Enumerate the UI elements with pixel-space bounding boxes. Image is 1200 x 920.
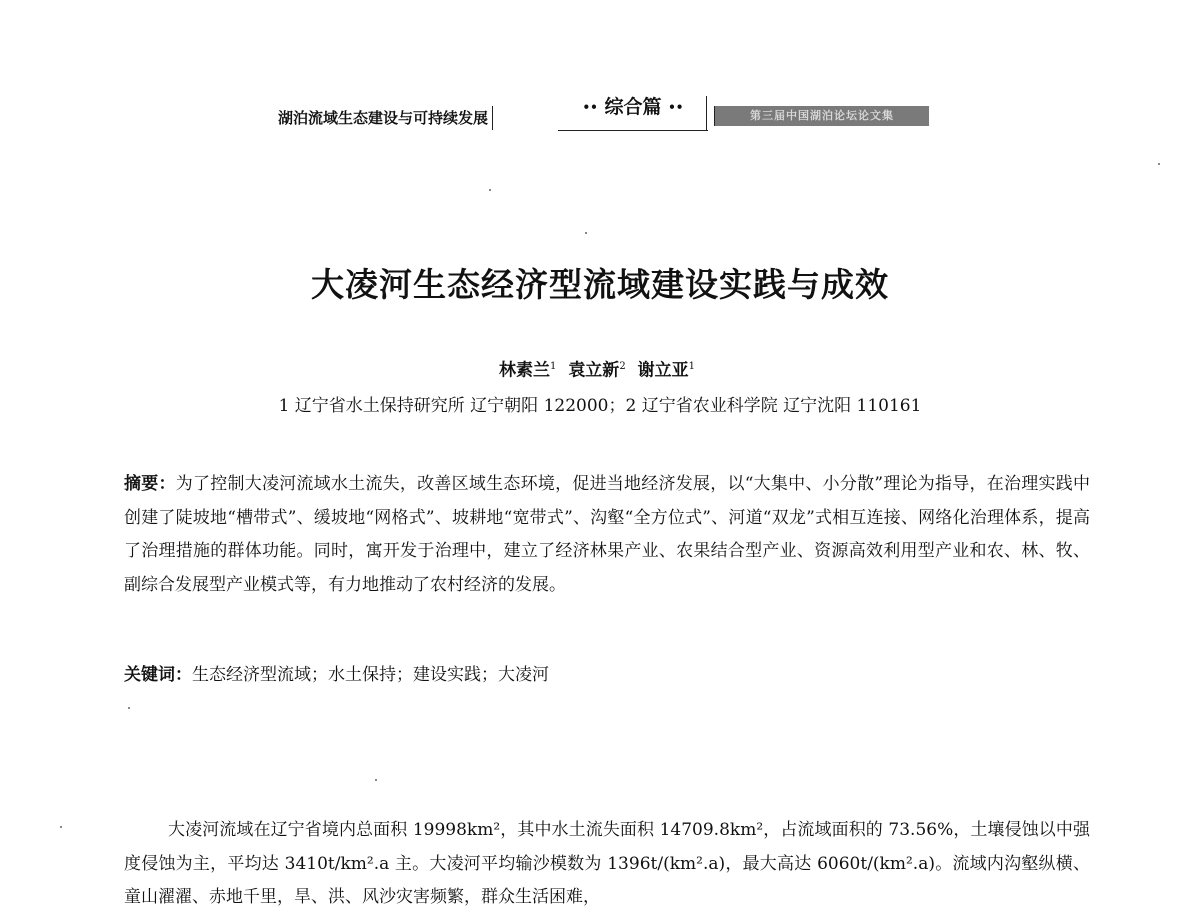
author-name: 林素兰 <box>499 360 551 381</box>
running-header-section <box>558 96 708 131</box>
keywords-label: 关键词： <box>124 665 192 685</box>
scan-speck <box>489 189 491 191</box>
section-dots-left: •• <box>582 100 598 115</box>
paper-title: 大凌河生态经济型流域建设实践与成效 <box>311 265 889 304</box>
scan-speck <box>1158 163 1160 165</box>
section-label: 综合篇 <box>604 96 662 118</box>
author-list <box>0 354 1200 384</box>
keywords <box>124 660 1090 690</box>
body-paragraph: 大凌河流域在辽宁省境内总面积 19998km²，其中水土流失面积 14709.8km²，占流域面积的 73.56%，土壤侵蚀以中强度侵蚀为主，平均达 3410t/km².a 主。大凌河平均输沙模数为 1396t/(km².a)，最大高达 6060t/(km².a)。流域内沟壑纵横、童山濯濯、赤地千里，旱、洪、风沙灾害频繁，群众生活困难， <box>124 820 1090 907</box>
abstract-label: 摘要： <box>124 474 176 494</box>
scan-speck <box>60 826 62 828</box>
abstract <box>124 468 1090 602</box>
scan-speck <box>375 779 377 781</box>
abstract-text: 为了控制大凌河流域水土流失，改善区域生态环境，促进当地经济发展，以“大集中、小分散”理论为指导，在治理实践中创建了陡坡地“槽带式”、缓坡地“网格式”、坡耕地“宽带式”、沟壑“全方位式”、河道“双龙”式相互连接、网络化治理体系，提高了治理措施的群体功能。同时，寓开发于治理中，建立了经济林果产业、农果结合型产业、资源高效利用型产业和农、林、牧、副综合发展型产业模式等，有力地推动了农村经济的发展。 <box>124 474 1090 595</box>
header-divider <box>706 96 707 130</box>
affiliation-line: 1 辽宁省水土保持研究所 辽宁朝阳 122000；2 辽宁省农业科学院 辽宁沈阳 110161 <box>278 396 922 416</box>
scan-speck <box>585 232 587 234</box>
keywords-text: 生态经济型流域；水土保持；建设实践；大凌河 <box>192 665 549 685</box>
running-header-book-title: 湖泊流域生态建设与可持续发展 <box>278 106 493 130</box>
scan-speck <box>128 707 130 709</box>
running-header-proceedings: 第三届中国湖泊论坛论文集 <box>714 106 929 126</box>
author-affiliation-mark: 1 <box>550 361 557 372</box>
running-header <box>278 96 932 132</box>
author-affiliation-mark: 1 <box>688 361 695 372</box>
section-dots-right: •• <box>668 100 684 115</box>
author-name: 袁立新 <box>568 360 620 381</box>
author-affiliation-mark: 2 <box>619 361 626 372</box>
author-name: 谢立亚 <box>637 360 689 381</box>
